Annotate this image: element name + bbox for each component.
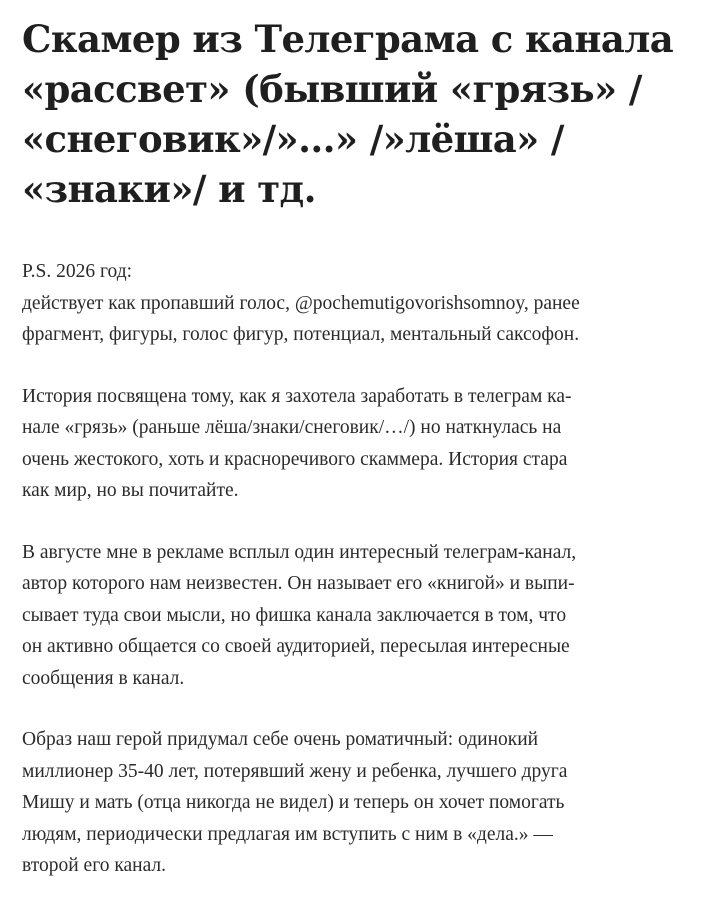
- text-line: второй его канал.: [22, 855, 167, 876]
- text-line: сывает туда свои мысли, но фишка канала заключается в том, что: [22, 604, 567, 626]
- title-line: «рассвет» (бывший «грязь» /: [22, 67, 642, 111]
- text-line: сообщения в канал.: [22, 667, 185, 689]
- title-line: Скамер из Телеграма с канала: [22, 17, 674, 61]
- text-line: История посвящена тому, как я захотела заработать в телеграм ка-: [22, 385, 572, 407]
- text-line: действует как пропавший голос, @pochemutigovorishsomnoy, ранее: [22, 292, 580, 314]
- paragraph-august: [22, 537, 682, 695]
- text-line: Мишу и мать (отца никогда не видел) и теперь он хочет помогать: [22, 792, 565, 813]
- text-line: Образ наш герой придумал себе очень роматичный: одинокий: [22, 729, 539, 750]
- title-line: «знаки»/ и тд.: [22, 167, 316, 211]
- title-line: «снеговик»/»...» /»лёша» /: [22, 117, 564, 161]
- paragraph-ps-note: [22, 256, 682, 351]
- text-line: В августе мне в рекламе всплыл один интересный телеграм-канал,: [22, 541, 577, 563]
- text-line: миллионер 35-40 лет, потерявший жену и ребенка, лучшего друга: [22, 760, 568, 782]
- text-line: очень жестокого, хоть и красноречивого скаммера. История стара: [22, 448, 568, 470]
- text-line: нале «грязь» (раньше лёша/знаки/снеговик/…/) но наткнулась на: [22, 417, 562, 438]
- paragraph-hero-image: [22, 724, 682, 882]
- paragraph-intro: [22, 381, 682, 507]
- text-line: он активно общается со своей аудиторией, пересылая интересные: [22, 636, 570, 657]
- text-line: людям, периодически предлагая им вступить с ним в «дела.» —: [22, 823, 553, 845]
- article: [22, 14, 682, 912]
- text-line: фрагмент, фигуры, голос фигур, потенциал, ментальный саксофон.: [22, 324, 580, 345]
- text-line: P.S. 2026 год:: [22, 261, 133, 282]
- text-line: как мир, но вы почитайте.: [22, 480, 239, 501]
- article-title: [22, 14, 682, 214]
- text-line: автор которого нам неизвестен. Он называет его «книгой» и выпи-: [22, 573, 575, 594]
